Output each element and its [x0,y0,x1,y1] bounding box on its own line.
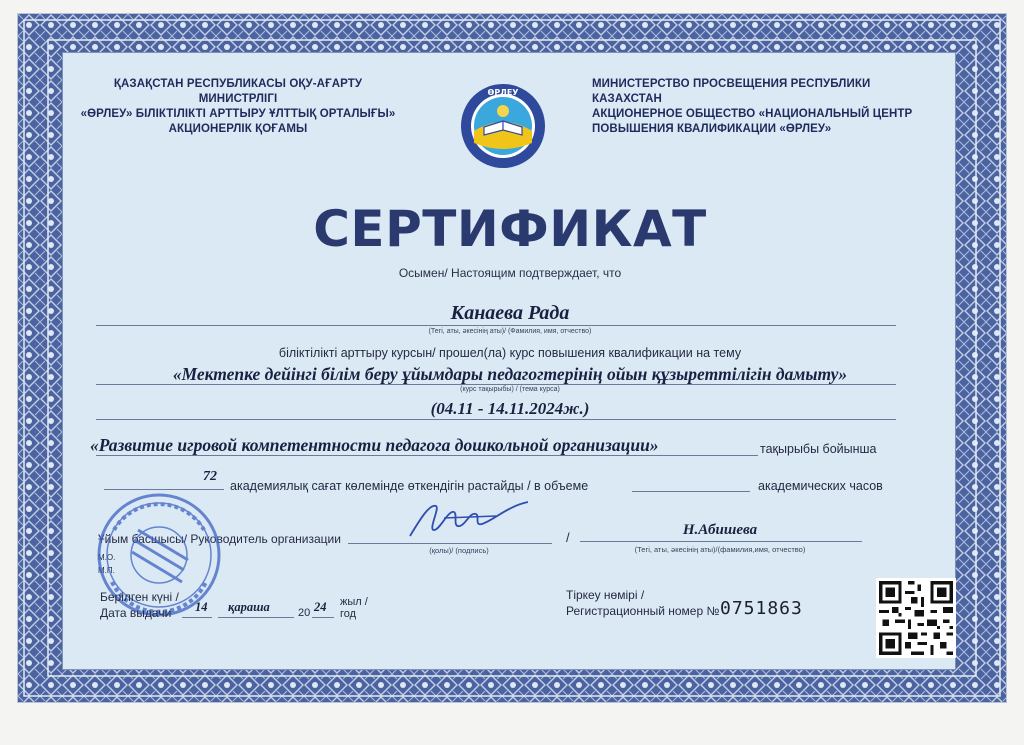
qr-code-icon [876,578,956,658]
issue-year-suffix: 24 [314,600,327,614]
topic-kz-line [96,384,896,385]
course-topic-kazakh: «Мектепке дейінгі білім беру ұйымдары педагогтерінің ойын құзыреттілігін дамыту» [172,364,848,384]
header-russian [592,77,922,137]
topic-caption: (курс тақырыбы) / (тема курса) [460,386,560,393]
issue-month-line [218,617,294,618]
confirm-text: Осымен/ Настоящим подтверждает, что [398,266,622,280]
logo-text: ӨРЛЕУ [487,88,519,97]
header-right-line-1: МИНИСТЕРСТВО ПРОСВЕЩЕНИЯ РЕСПУБЛИКИ КАЗАХСТАН [592,78,871,105]
signature-separator: / [566,530,570,545]
signer-name: Н.Абишева [682,522,758,538]
course-hours: 72 [203,469,217,484]
handwritten-signature-icon [404,496,534,544]
issue-day: 14 [195,600,208,614]
issue-year-label-russian: год [340,608,357,620]
signature-caption: (қолы)/ (подпись) [429,546,489,555]
topic-suffix: тақырыбы бойынша [760,442,877,456]
hours-text-russian: академических часов [758,479,883,493]
hours-text-kazakh: академиялық сағат көлемінде өткендігін растайды / в объеме [230,479,589,493]
header-right-line-2: АКЦИОНЕРНОЕ ОБЩЕСТВО «НАЦИОНАЛЬНЫЙ ЦЕНТР [592,108,913,120]
certificate-title: СЕРТИФИКАТ [313,200,707,258]
registration-label-kazakh: Тіркеу нөмірі / [566,588,645,602]
issue-label-kazakh: Берілген күні / [100,590,179,604]
header-left-line-2: «ӨРЛЕУ» БІЛІКТІЛІКТІ АРТТЫРУ ҰЛТТЫҚ ОРТАЛЫҒЫ» [80,108,396,120]
issue-month: қараша [228,600,270,614]
mp-kazakh: М.О. [98,553,116,562]
registration-number: 0751863 [720,598,803,619]
course-topic-russian: «Развитие игровой компетентности педагога дошкольной организации» [90,435,659,455]
recipient-line [96,325,896,326]
signer-caption: (Тегі, аты, әкесінің аты)/(фамилия,имя, отчество) [634,545,806,554]
mp-russian: М.П. [98,566,115,575]
issue-year-prefix: 20 [298,607,311,619]
dates-line [96,419,896,420]
issue-label-russian: Дата выдачи [100,606,172,620]
signer-line [580,541,862,542]
recipient-caption: (Тегі, аты, әкесінің аты)/ (Фамилия, имя, отчество) [428,328,592,335]
head-label: Ұйым басшысы/ Руководитель организации [98,532,341,546]
recipient-name: Канаева Рада [450,302,570,324]
header-left-line-3: АКЦИОНЕРЛІК ҚОҒАМЫ [168,123,308,135]
registration-label-russian: Регистрационный номер № [566,604,720,618]
hours-ru-line [632,491,750,492]
course-intro: біліктілікті арттыру курсын/ прошел(ла) курс повышения квалификации на тему [278,346,742,360]
course-dates: (04.11 - 14.11.2024ж.) [430,399,590,418]
orleu-logo-icon [460,83,546,169]
issue-year-line [312,617,334,618]
issue-year-label-kazakh: жыл / [340,596,368,608]
topic-ru-line [96,455,758,456]
header-right-line-3: ПОВЫШЕНИЯ КВАЛИФИКАЦИИ «ӨРЛЕУ» [592,123,832,135]
header-left-line-1: ҚАЗАҚСТАН РЕСПУБЛИКАСЫ ОҚУ-АҒАРТУ МИНИСТРЛІГІ [113,78,363,105]
header-kazakh [74,77,402,137]
issue-day-line [182,617,212,618]
